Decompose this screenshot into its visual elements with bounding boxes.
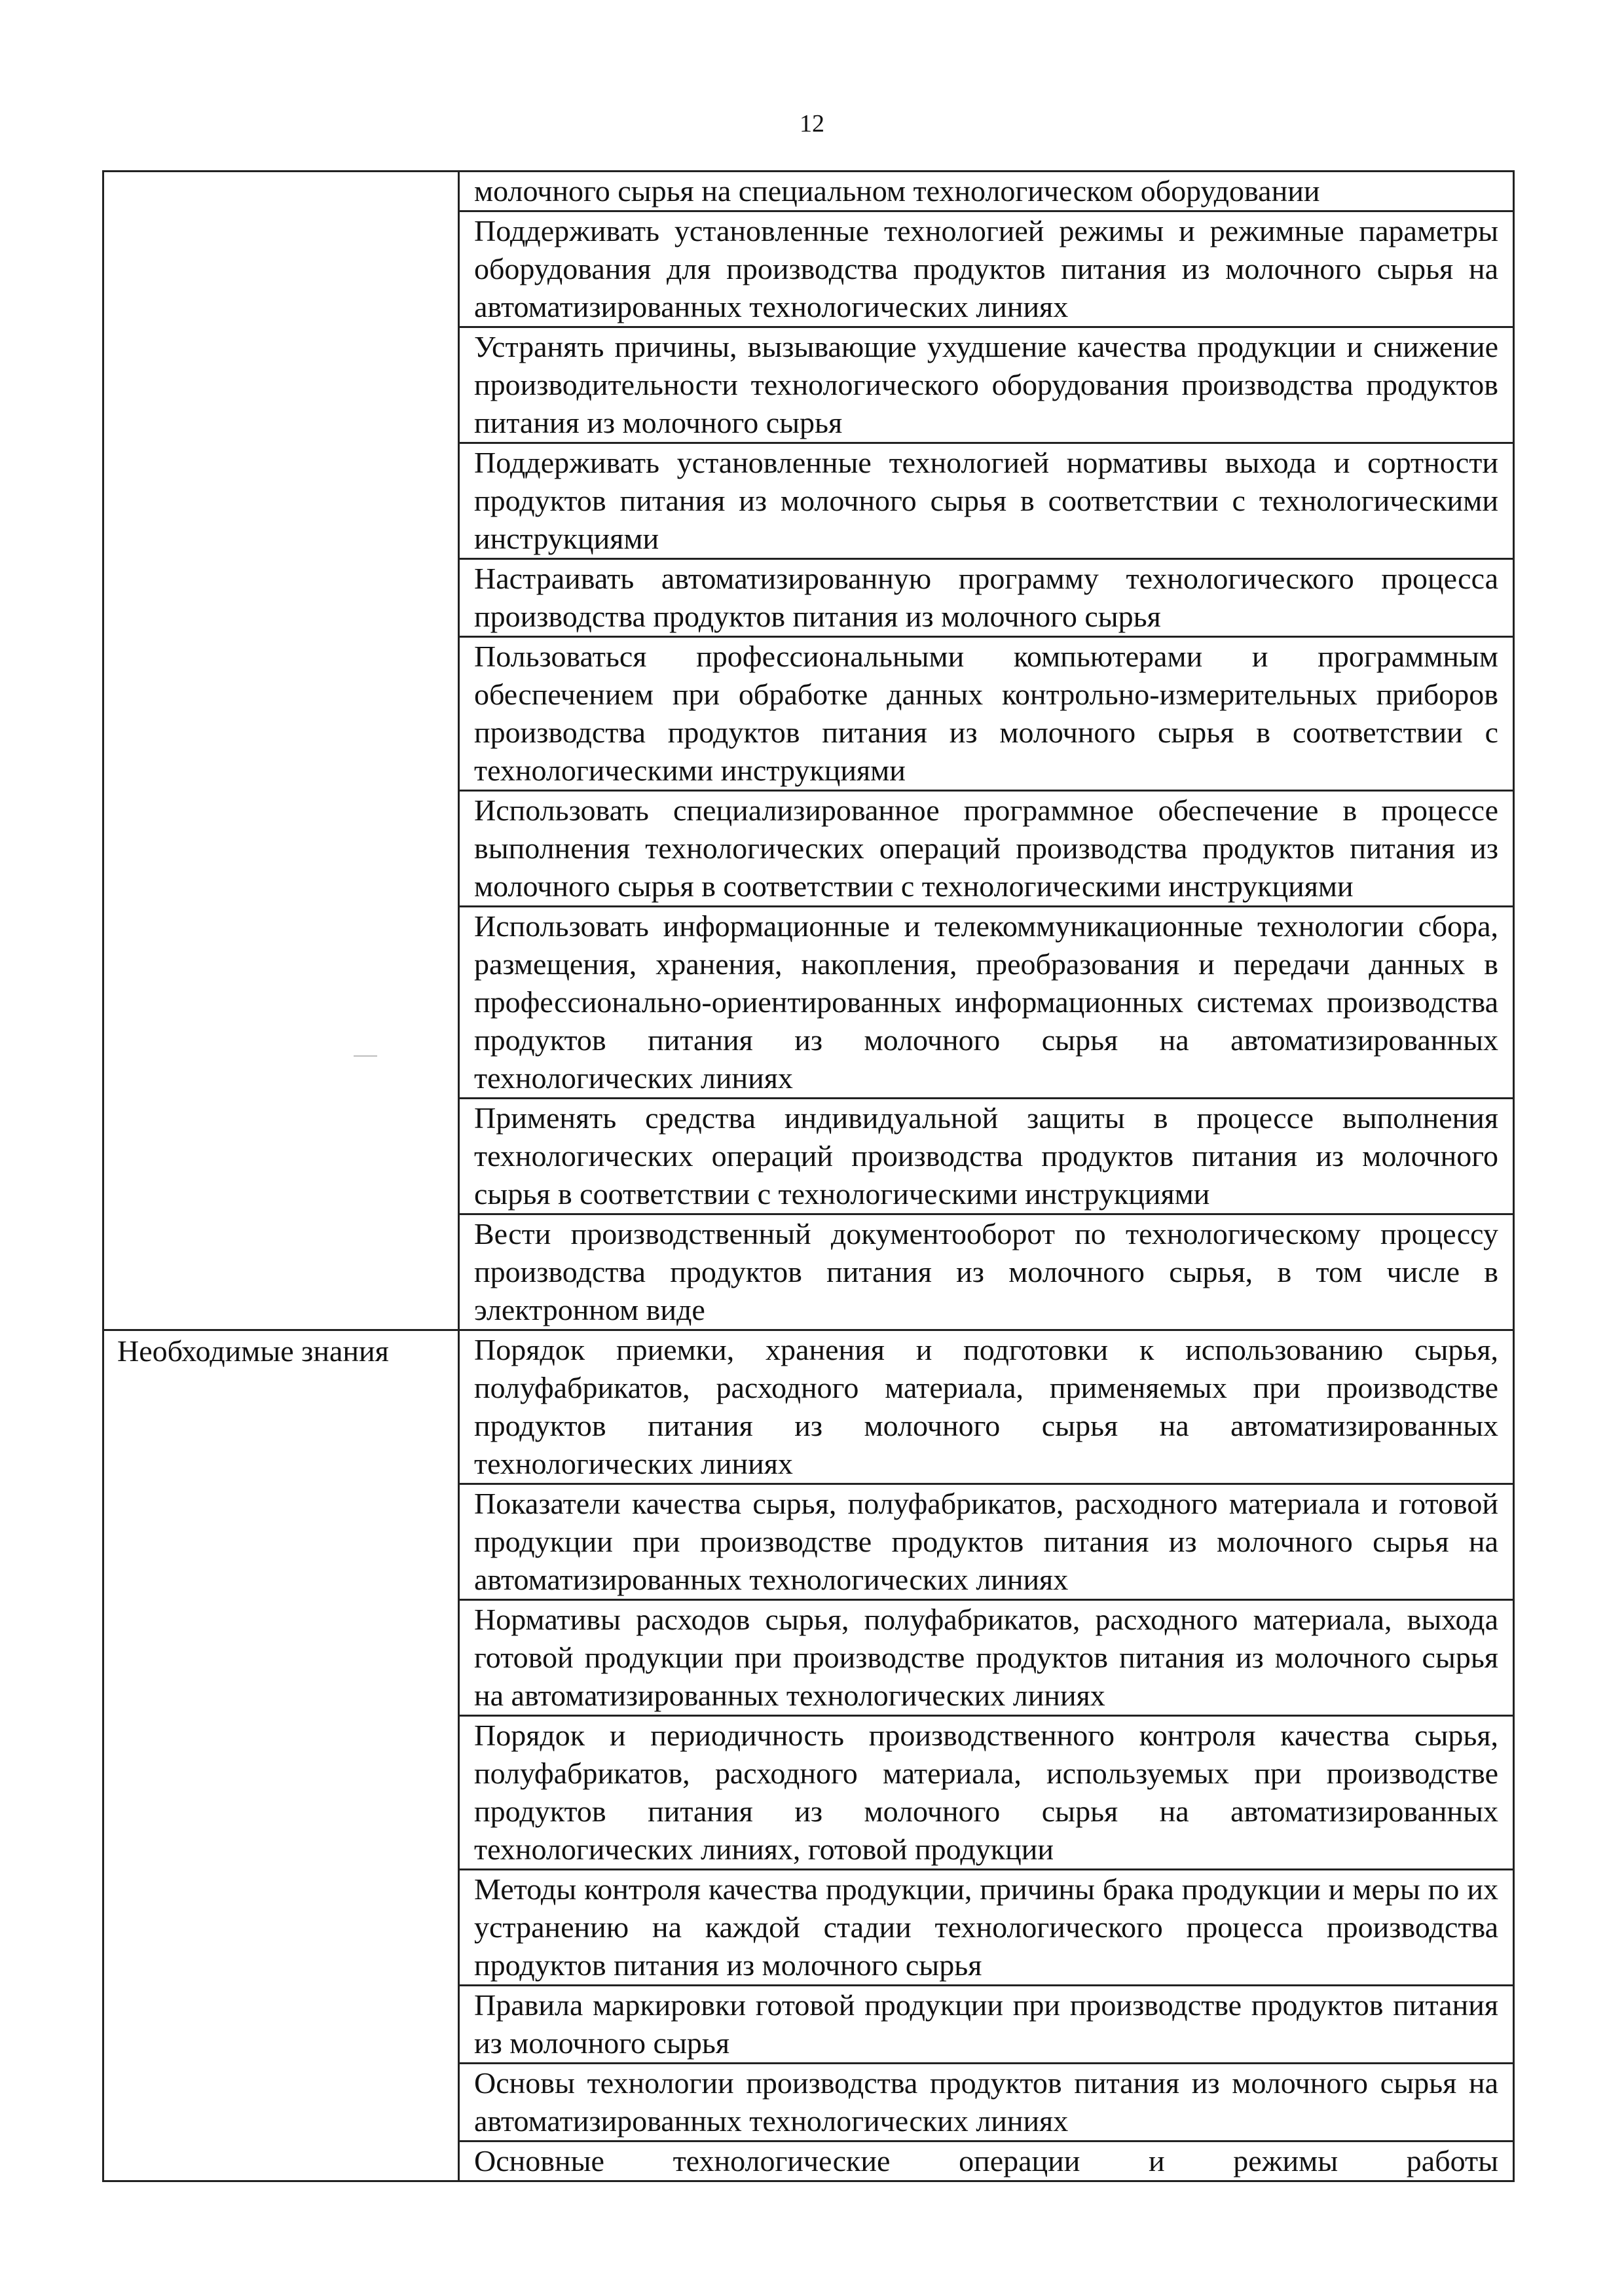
competency-table (102, 170, 1515, 2182)
skill-item: Применять средства индивидуальной защиты в процессе выполнения технологических операций производства продуктов питания из молочного сырья в соответствии с технологическими инструкциями (459, 1099, 1514, 1214)
knowledge-item: Методы контроля качества продукции, причины брака продукции и меры по их устранению на каждой стадии технологического процесса производства продуктов питания из молочного сырья (459, 1870, 1514, 1986)
scan-artifact-line (354, 1055, 377, 1057)
skill-item: Настраивать автоматизированную программу технологического процесса производства продуктов питания из молочного сырья (459, 559, 1514, 637)
skill-item: Поддерживать установленные технологией режимы и режимные параметры оборудования для производства продуктов питания из молочного сырья на автоматизированных технологических линиях (459, 211, 1514, 327)
knowledge-item: Нормативы расходов сырья, полуфабрикатов, расходного материала, выхода готовой продукции при производстве продуктов питания из молочного сырья на автоматизированных технологических линиях (459, 1600, 1514, 1716)
table-row (103, 1330, 1514, 1484)
skill-item: Устранять причины, вызывающие ухудшение качества продукции и снижение производительности технологического оборудования производства продуктов питания из молочного сырья (459, 327, 1514, 443)
skill-item: Вести производственный документооборот по технологическому процессу производства продуктов питания из молочного сырья, в том числе в электронном виде (459, 1214, 1514, 1330)
knowledge-item: Основные технологические операции и режимы работы (459, 2141, 1514, 2181)
skill-item: молочного сырья на специальном технологическом оборудовании (459, 172, 1514, 211)
skills-label-cell (103, 172, 459, 1330)
knowledge-item: Основы технологии производства продуктов питания из молочного сырья на автоматизированных технологических линиях (459, 2064, 1514, 2141)
page-number: 12 (800, 110, 824, 137)
knowledge-label-cell: Необходимые знания (103, 1330, 459, 2181)
skill-item: Поддерживать установленные технологией нормативы выхода и сортности продуктов питания из молочного сырья в соответствии с технологическими инструкциями (459, 443, 1514, 559)
skill-item: Использовать информационные и телекоммуникационные технологии сбора, размещения, хранения, накопления, преобразования и передачи данных в профессионально-ориентированных информационных системах производства продуктов питания из молочного сырья на автоматизированных технологических линиях (459, 907, 1514, 1099)
knowledge-item: Правила маркировки готовой продукции при производстве продуктов питания из молочного сырья (459, 1986, 1514, 2064)
knowledge-item: Порядок приемки, хранения и подготовки к использованию сырья, полуфабрикатов, расходного материала, применяемых при производстве продуктов питания из молочного сырья на автоматизированных технологических линиях (459, 1330, 1514, 1484)
table-row (103, 172, 1514, 211)
skill-item: Пользоваться профессиональными компьютерами и программным обеспечением при обработке данных контрольно-измерительных приборов производства продуктов питания из молочного сырья в соответствии с технологическими инструкциями (459, 637, 1514, 791)
skill-item: Использовать специализированное программное обеспечение в процессе выполнения технологических операций производства продуктов питания из молочного сырья в соответствии с технологическими инструкциями (459, 791, 1514, 907)
knowledge-item: Показатели качества сырья, полуфабрикатов, расходного материала и готовой продукции при производстве продуктов питания из молочного сырья на автоматизированных технологических линиях (459, 1484, 1514, 1600)
knowledge-item: Порядок и периодичность производственного контроля качества сырья, полуфабрикатов, расходного материала, используемых при производстве продуктов питания из молочного сырья на автоматизированных технологических линиях, готовой продукции (459, 1716, 1514, 1870)
